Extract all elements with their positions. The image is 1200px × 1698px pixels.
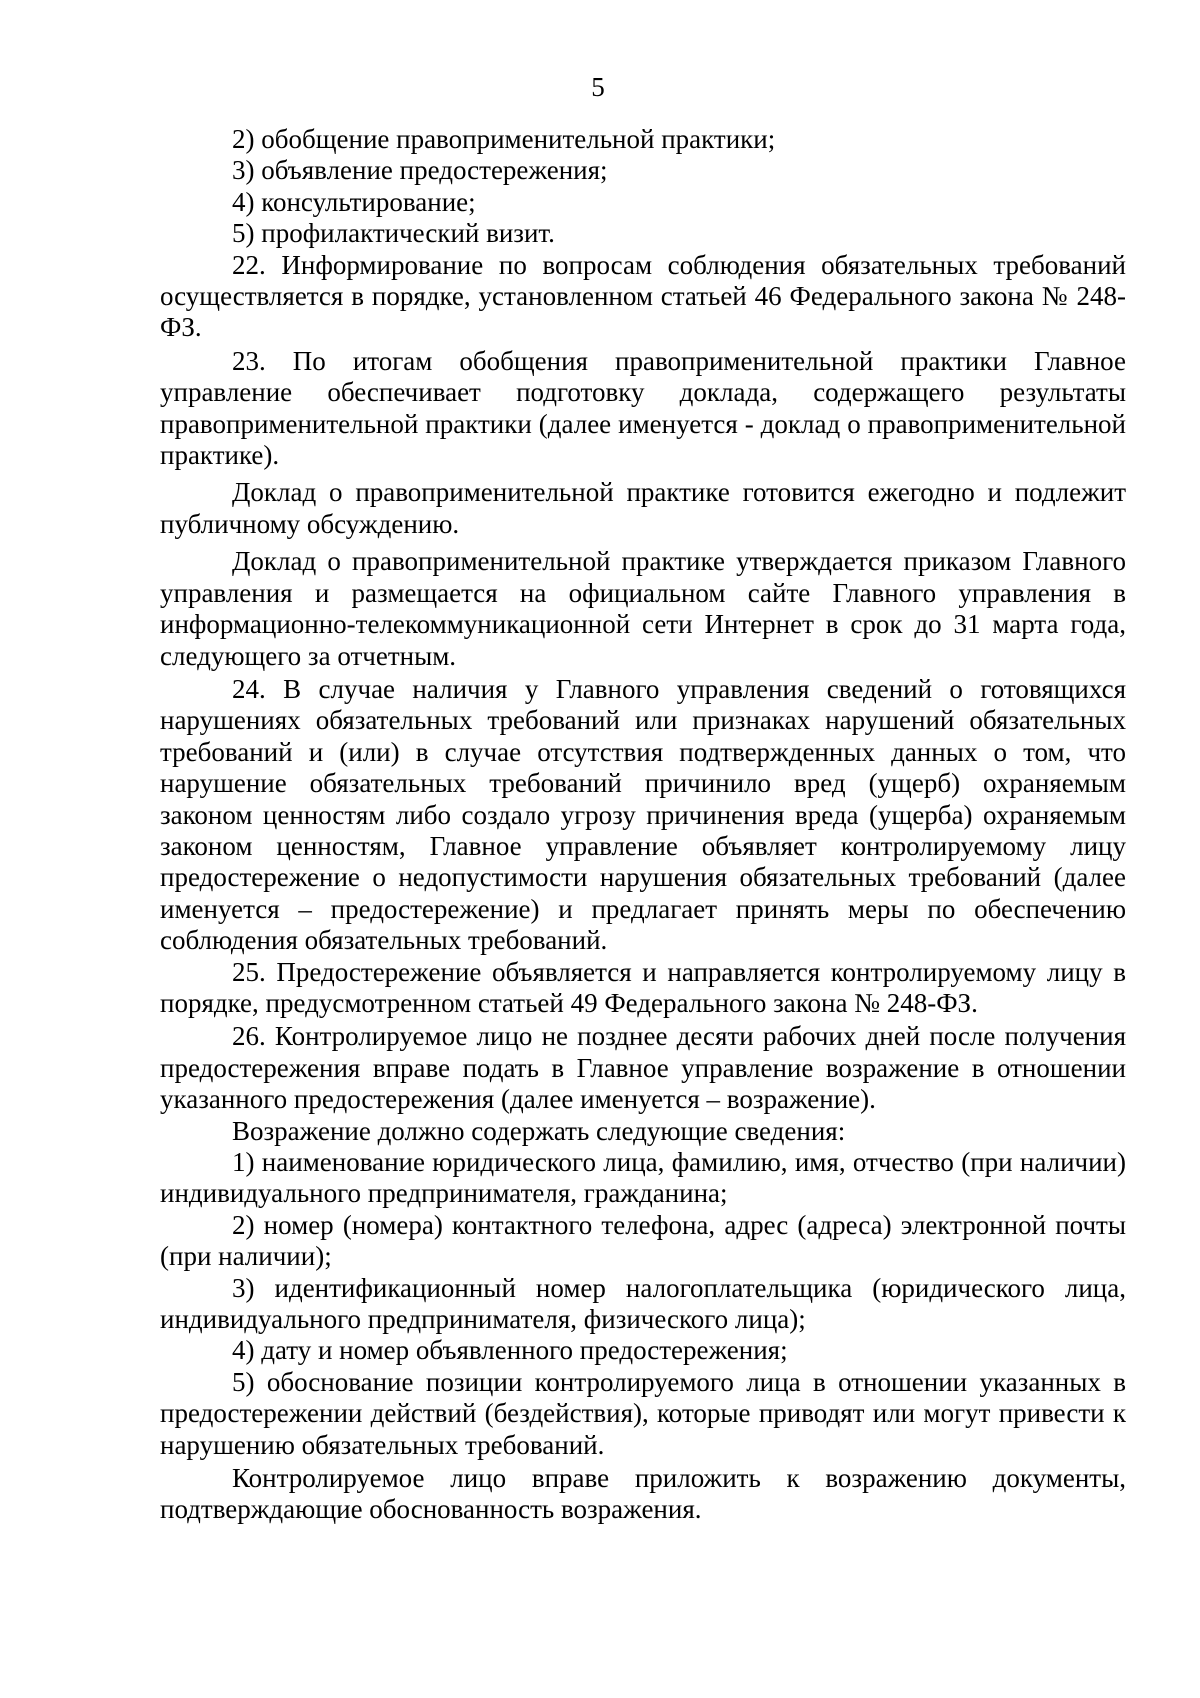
- paragraph: 24. В случае наличия у Главного управления сведений о готовящихся нарушениях обязательных требований или признаках нарушений обязательных требований и (или) в случае отсутствия подтвержденных данных о том, что нарушение обязательных требований причинило вред (ущерб) охраняемым законом ценностям либо создало угрозу причинения вреда (ущерба) охраняемым законом ценностям, Главное управление объявляет контролируемому лицу предостережение о недопустимости нарушения обязательных требований (далее именуется – предостережение) и предлагает принять меры по обеспечению соблюдения обязательных требований.: [160, 673, 1126, 956]
- paragraph: 3) идентификационный номер налогоплательщика (юридического лица, индивидуального предпринимателя, физического лица);: [160, 1272, 1126, 1335]
- page-number: 5: [591, 72, 605, 102]
- paragraph: 26. Контролируемое лицо не позднее десяти рабочих дней после получения предостережения вправе подать в Главное управление возражение в отношении указанного предостережения (далее именуется – возражение).: [160, 1021, 1126, 1115]
- paragraph: Доклад о правоприменительной практике утверждается приказом Главного управления и размещается на официальном сайте Главного управления в информационно-телекоммуникационной сети Интернет в срок до 31 марта года, следующего за отчетным.: [160, 546, 1126, 671]
- document-body: [160, 124, 1126, 1526]
- paragraph: Возражение должно содержать следующие сведения:: [232, 1115, 846, 1146]
- paragraph: 23. По итогам обобщения правоприменительной практики Главное управление обеспечивает подготовку доклада, содержащего результаты правоприменительной практики (далее именуется - доклад о правоприменительной практике).: [160, 345, 1126, 471]
- paragraph: 22. Информирование по вопросам соблюдения обязательных требований осуществляется в порядке, установленном статьей 46 Федерального закона № 248-ФЗ.: [160, 249, 1126, 343]
- paragraph: Контролируемое лицо вправе приложить к возражению документы, подтверждающие обоснованность возражения.: [160, 1463, 1126, 1525]
- paragraph: 2) обобщение правоприменительной практики;: [232, 124, 776, 154]
- paragraph: 1) наименование юридического лица, фамилию, имя, отчество (при наличии) индивидуального предпринимателя, гражданина;: [160, 1147, 1126, 1209]
- paragraph: 5) обоснование позиции контролируемого лица в отношении указанных в предостережении действий (бездействия), которые приводят или могут привести к нарушению обязательных требований.: [160, 1366, 1126, 1460]
- paragraph: Доклад о правоприменительной практике готовится ежегодно и подлежит публичному обсуждению.: [160, 477, 1126, 539]
- paragraph: 4) консультирование;: [232, 186, 476, 217]
- paragraph: 3) объявление предостережения;: [232, 155, 608, 186]
- paragraph: 25. Предостережение объявляется и направляется контролируемому лицу в порядке, предусмотренном статьей 49 Федерального закона № 248-ФЗ.: [160, 956, 1126, 1018]
- paragraph: 5) профилактический визит.: [232, 218, 555, 249]
- paragraph: 4) дату и номер объявленного предостережения;: [232, 1335, 788, 1366]
- paragraph: 2) номер (номера) контактного телефона, адрес (адреса) электронной почты (при наличии);: [160, 1209, 1126, 1272]
